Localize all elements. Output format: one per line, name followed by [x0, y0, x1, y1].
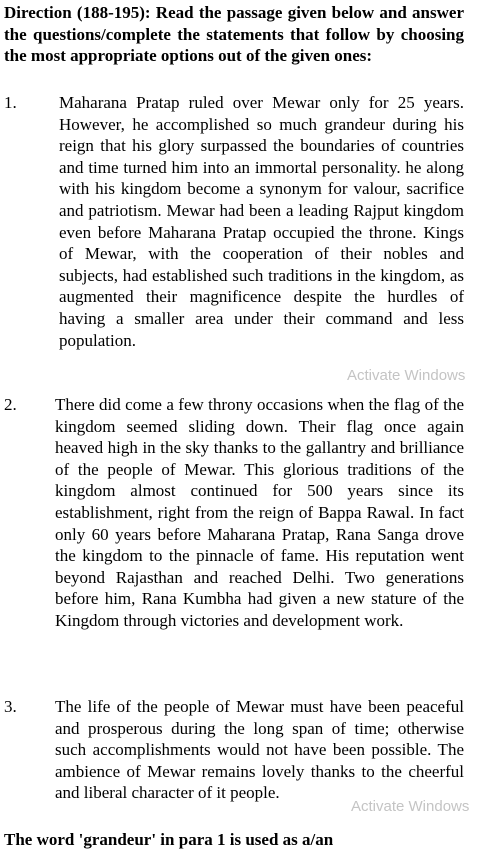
activation-watermark: Activate Windows — [347, 367, 466, 384]
paragraph-number: 2. — [4, 395, 17, 414]
paragraph-number: 1. — [4, 93, 17, 112]
direction-heading: Direction (188-195): Read the passage given below and answer the questions/complete the statements that follow by choosing the most appropriate options out of the given ones: — [4, 3, 464, 65]
paragraph-number: 3. — [4, 697, 17, 716]
paragraph-text: Maharana Pratap ruled over Mewar only for 25 years. However, he accomplished so much grandeur during his reign that his glory surpassed the boundaries of countries and time turned him into an immortal personality. he along with his kingdom become a synonym for valour, sacrifice and patriotism. Mewar had been a leading Rajput kingdom even before Maharana Pratap occupied the throne. Kings of Mewar, with the cooperation of their nobles and subjects, had established such traditions in the kingdom, as augmented their magnificence despite the hurdles of having a smaller area under their command and less population. — [59, 93, 464, 350]
paragraph-text: There did come a few throny occasions when the flag of the kingdom seemed sliding down. Their flag once again heaved high in the sky thanks to the gallantry and brilliance of the people of Mewar. This glorious traditions of the kingdom almost continued for 500 years since its establishment, right from the reign of Bappa Rawal. In fact only 60 years before Maharana Pratap, Rana Sanga drove the kingdom to the pinnacle of fame. His reputation went beyond Rajasthan and reached Delhi. Two generations before him, Rana Kumbha had given a new stature of the Kingdom through victories and development work. — [55, 395, 464, 630]
activation-watermark: Activate Windows — [351, 798, 470, 815]
paragraph-text: The life of the people of Mewar must have been peaceful and prosperous during the long span of time; otherwise such accomplishments would not have been possible. The ambience of Mewar remains lovely thanks to the cheerful and liberal character of it people. — [55, 697, 464, 803]
question-text: The word 'grandeur' in para 1 is used as a/an — [4, 830, 334, 849]
